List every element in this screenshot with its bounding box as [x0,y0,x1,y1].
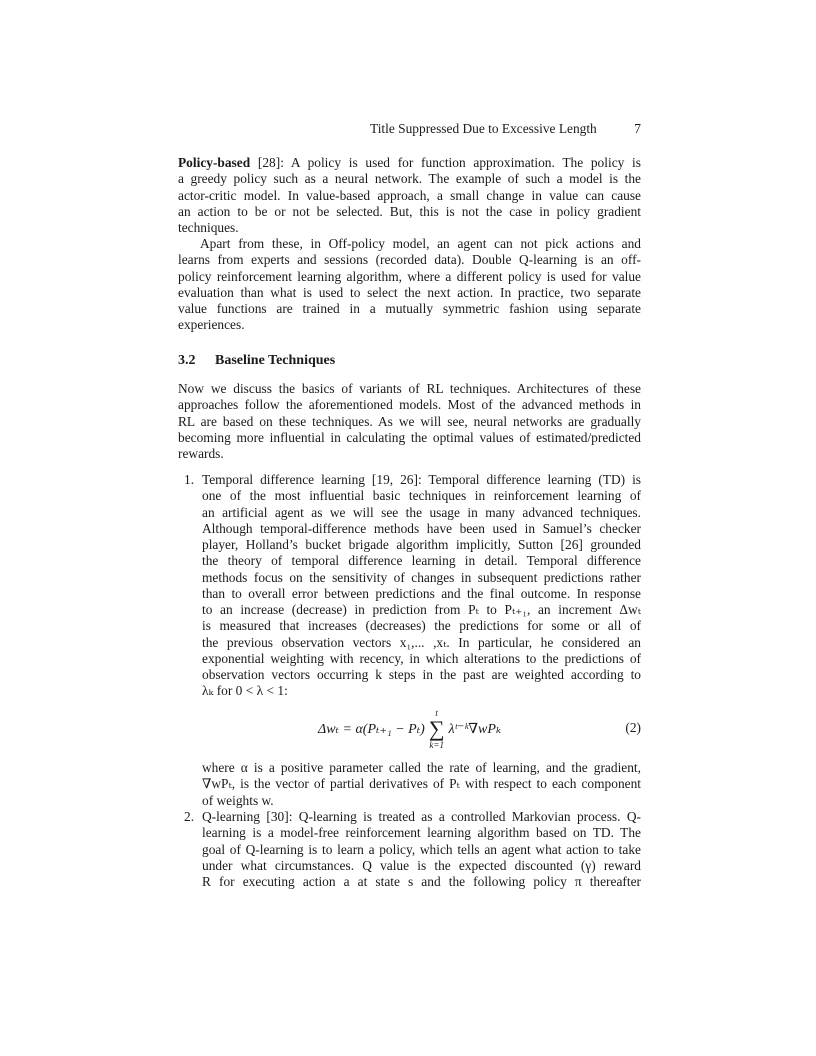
text-line: exponential weighting with recency, in which alterations to the predictions of [202,650,641,666]
text-line: techniques. [178,220,239,235]
text-line: an action to be or not be selected. But, this is not the case in policy gradient [178,203,641,219]
text-line: RL are based on these techniques. As we will see, neural networks are gradually [178,413,641,429]
text-line: λₖ for 0 < λ < 1: [202,683,288,699]
text-line: is measured that increases (decreases) the predictions for some or all of [202,618,641,634]
text-line: experiences. [178,317,245,333]
list-item-q-learning [202,809,641,890]
text-line: Apart from these, in Off-policy model, an agent can not pick actions and [200,236,641,251]
text-line: to an increase (decrease) in prediction from Pₜ to Pₜ₊₁, an increment Δwₜ [202,602,641,617]
equation-rhs: λᵗ⁻ᵏ∇wPₖ [448,721,502,737]
text-line: Although temporal-difference methods have been used in Samuel’s checker [202,520,641,536]
text-line: of weights w. [202,792,274,808]
equation-lhs: Δwₜ = α(Pₜ₊₁ − Pₜ) [318,721,425,737]
text-line [178,155,641,171]
text-line: the previous observation vectors x₁,... ,xₜ. In particular, he considered an [202,634,641,650]
list-item-td-learning [202,472,641,700]
text-line: where α is a positive parameter called the rate of learning, and the gradient, [202,760,641,775]
text-line: player, Holland’s bucket brigade algorithm implicitly, Sutton [26] grounded [202,537,641,552]
text-line: goal of Q-learning is to learn a policy, which tells an agent what action to take [202,841,641,857]
running-header [370,121,641,139]
sum-lower-limit: k=1 [429,740,444,750]
text-line: the theory of temporal difference learning in detail. Temporal difference [202,553,641,569]
equation-number: (2) [625,720,641,735]
text-line: R for executing action a at state s and the following policy π thereafter [202,874,641,889]
text-line: becoming more influential in calculating the optimal values of estimated/predicted [178,429,641,445]
text-line: learning is a model-free reinforcement learning algorithm based on TD. The [202,825,641,841]
sum-upper-limit: t [435,708,438,718]
text-line: approaches follow the aforementioned models. Most of the advanced methods in [178,397,641,413]
text-line: Temporal difference learning [19, 26]: Temporal difference learning (TD) is [202,472,641,487]
running-title: Title Suppressed Due to Excessive Length [370,121,597,136]
section-title: Baseline Techniques [215,353,336,368]
run-in-heading: Policy-based [178,155,251,170]
text-line: actor-critic model. In value-based approach, a small change in value can cause [178,187,641,203]
text-line: methods focus on the sensitivity of changes in subsequent predictions rather [202,569,641,585]
text-line: value functions are trained in a mutually symmetric fashion using separate [178,301,641,316]
text-line: evaluation than what is used to select the next action. In practice, two separate [178,284,641,300]
text-line: Q-learning [30]: Q-learning is treated as a controlled Markovian process. Q- [202,809,641,824]
list-number-2: 2. [184,809,195,824]
paragraph-baseline-intro [178,381,641,462]
text-line: an artificial agent as we will see the usage in many advanced techniques. [202,504,641,520]
section-heading [178,353,335,369]
section-number: 3.2 [178,353,196,368]
sigma-glyph: ∑ [428,716,445,741]
list-number-1: 1. [184,472,195,487]
text-line: one of the most influential basic techniques in reinforcement learning of [202,488,641,504]
text-line: ∇wPₜ, is the vector of partial derivatives of Pₜ with respect to each component [202,776,641,792]
text-line: learns from experts and sessions (recorded data). Double Q-learning is an off- [178,252,641,268]
text-line: rewards. [178,446,224,461]
paragraph-policy-based [178,155,641,236]
text-line: observation vectors occurring k steps in the past are weighted according to [202,667,641,682]
text-span: [28]: A policy is used for function approximation. The policy is [250,155,641,170]
text-line: Now we discuss the basics of variants of RL techniques. Architectures of these [178,381,641,396]
equation-2 [178,702,641,758]
text-line: than to overall error between predictions and the final outcome. In response [202,585,641,601]
text-line: under what circumstances. Q value is the expected discounted (γ) reward [202,857,641,873]
text-line: a greedy policy such as a neural network. The example of such a model is the [178,171,641,187]
text-line: policy reinforcement learning algorithm, where a different policy is used for value [178,268,641,284]
list-item-td-continuation [202,760,641,809]
page-number: 7 [634,121,641,136]
summation-symbol [429,708,445,750]
paragraph-off-policy [178,236,641,334]
